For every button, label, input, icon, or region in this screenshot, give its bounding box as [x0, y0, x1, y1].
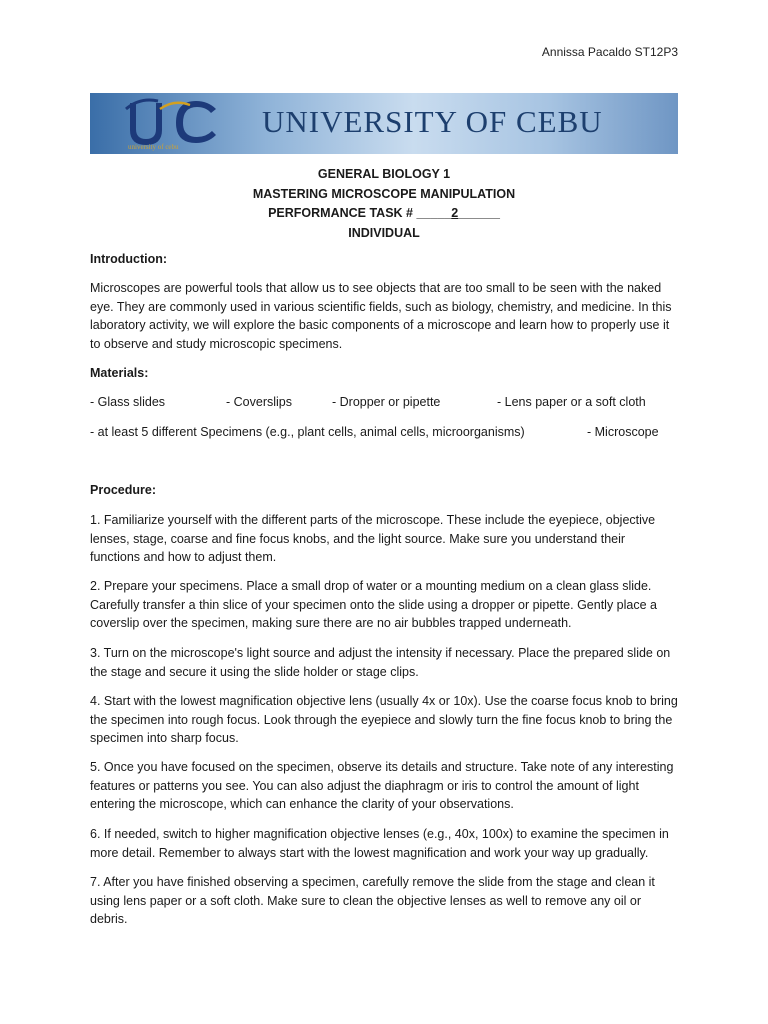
- university-name: UNIVERSITY OF CEBU: [262, 104, 603, 139]
- document-heading: [90, 165, 678, 243]
- logo-subtext: university of cebu: [128, 143, 179, 151]
- material-item: - Glass slides: [90, 395, 166, 409]
- procedure-step: 4. Start with the lowest magnification objective lens (usually 4x or 10x). Use the coarse focus knob to bring the specimen into rough focus. Look through the eyepiece and slowly turn the fine focus knob to bring the specimen into sharp focus.: [90, 694, 678, 745]
- uc-logo-icon: [120, 95, 250, 151]
- course-title: GENERAL BIOLOGY 1: [317, 167, 451, 181]
- materials-title: Materials:: [90, 366, 149, 380]
- procedure-title: Procedure:: [90, 483, 156, 497]
- procedure-step: 3. Turn on the microscope's light source and adjust the intensity if necessary. Place the prepared slide on the stage and secure it using the slide holder or stage clips.: [90, 646, 671, 679]
- material-item: - at least 5 different Specimens (e.g., plant cells, animal cells, microorganisms): [90, 425, 525, 439]
- activity-title: MASTERING MICROSCOPE MANIPULATION: [252, 186, 516, 201]
- introduction-title: Introduction:: [90, 252, 168, 266]
- material-item: - Dropper or pipette: [332, 395, 441, 409]
- introduction-body: Microscopes are powerful tools that allow us to see objects that are too small to be seen with the naked eye. They are commonly used in various scientific fields, such as biology, chemistry, and medicine. In this laboratory activity, we will explore the basic components of a microscope and learn how to properly use it to observe and study microscopic specimens.: [90, 281, 672, 351]
- material-item: - Microscope: [587, 425, 659, 439]
- university-banner: [90, 93, 678, 154]
- materials-row-2: [90, 425, 678, 445]
- procedure-step: 7. After you have finished observing a specimen, carefully remove the slide from the stage and clean it using lens paper or a soft cloth. Make sure to clean the objective lenses as well to remove any oil or debris.: [90, 875, 655, 926]
- performance-task-line: [90, 204, 678, 224]
- material-item: - Lens paper or a soft cloth: [497, 395, 646, 409]
- task-blank-after: ______: [458, 206, 500, 220]
- material-item: - Coverslips: [226, 395, 292, 409]
- performance-task-label: PERFORMANCE TASK #: [268, 206, 417, 220]
- materials-row-1: [90, 395, 678, 415]
- task-number: 2: [451, 206, 459, 220]
- procedure-step: 1. Familiarize yourself with the different parts of the microscope. These include the eyepiece, objective lenses, stage, coarse and fine focus knobs, and the light source. Make sure you understand their functions and how to adjust them.: [90, 513, 656, 564]
- task-blank-before: _____: [416, 206, 452, 220]
- task-type: INDIVIDUAL: [348, 225, 420, 240]
- procedure-step: 6. If needed, switch to higher magnification objective lenses (e.g., 40x, 100x) to examine the specimen in more detail. Remember to always start with the lowest magnification and work your way up gradually.: [90, 827, 669, 860]
- procedure-step: 2. Prepare your specimens. Place a small drop of water or a mounting medium on a clean glass slide. Carefully transfer a thin slice of your specimen onto the slide using a dropper or pipette. Gently place a coverslip over the specimen, making sure there are no air bubbles trapped underneath.: [90, 579, 657, 630]
- procedure-step: 5. Once you have focused on the specimen, observe its details and structure. Take note of any interesting features or patterns you see. You can also adjust the diaphragm or iris to control the amount of light entering the microscope, which can enhance the clarity of your observations.: [90, 760, 674, 811]
- author-line: Annissa Pacaldo ST12P3: [541, 45, 678, 59]
